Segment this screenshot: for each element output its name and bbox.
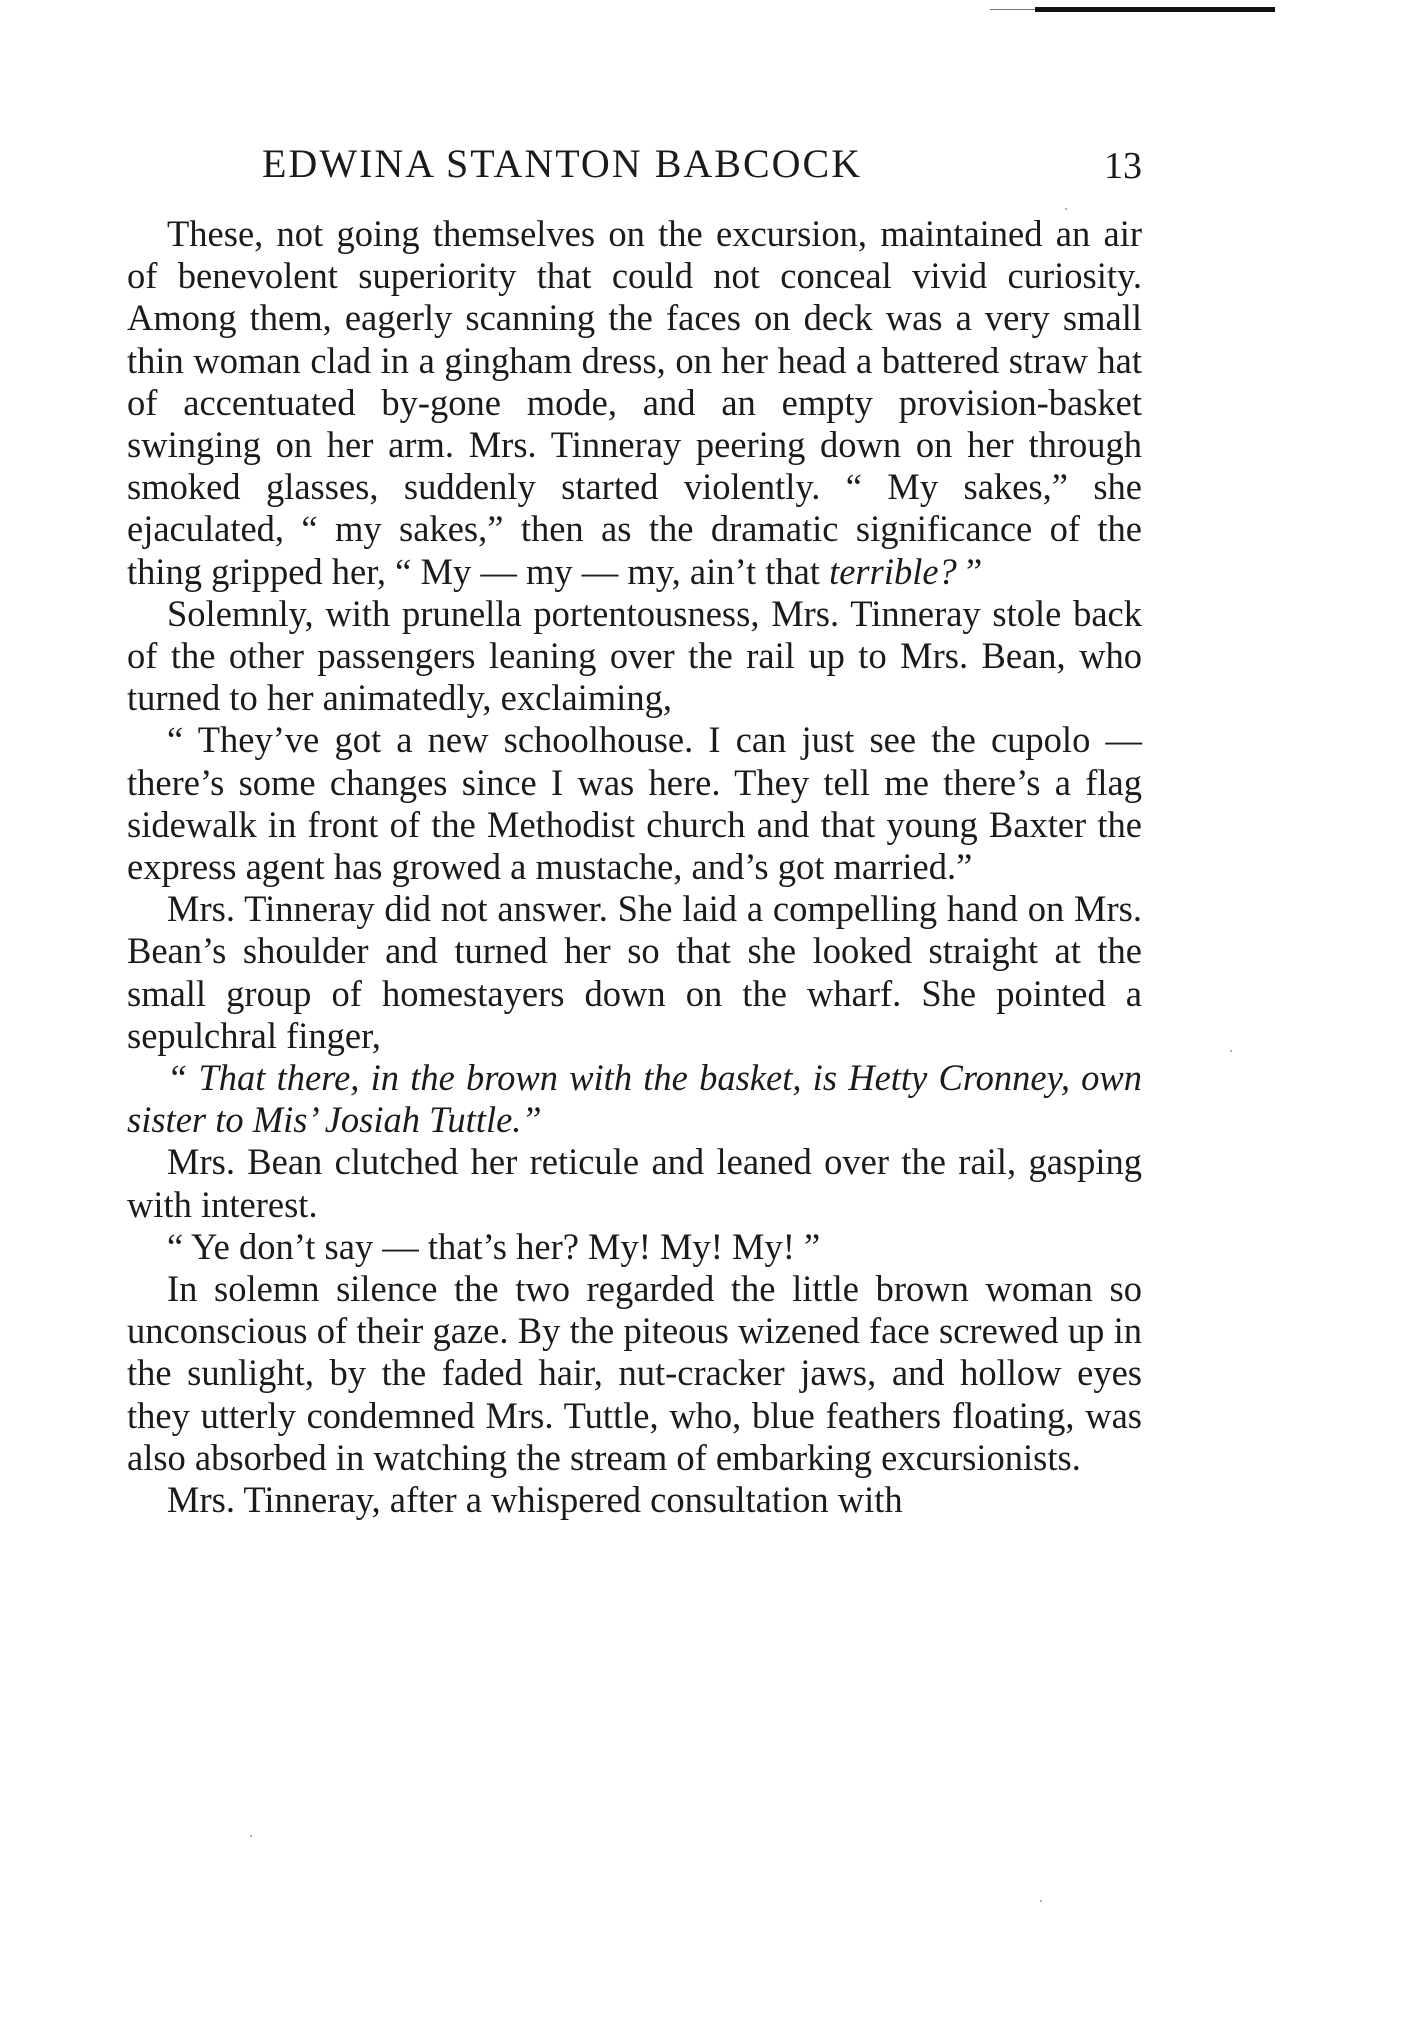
top-rule (1035, 7, 1275, 12)
page-header (262, 140, 1142, 190)
paper-speck (1230, 1050, 1232, 1052)
closing-quote: ” (956, 550, 983, 592)
paragraph: Mrs. Tinneray, after a whispered consultation with (167, 1479, 903, 1521)
paragraph: In solemn silence the two regarded the little brown woman so unconscious of their gaze. By the piteous wizened face screwed up in the sunlight, by the faded hair, nut-cracker jaws, and hollow eyes they utterly condemned Mrs. Tuttle, who, blue feathers floating, was also absorbed in watching the stream of embarking excursionists. (127, 1268, 1142, 1478)
running-head: EDWINA STANTON BABCOCK (262, 141, 863, 186)
paragraph-italic (127, 1057, 1142, 1141)
paragraph: Mrs. Tinneray did not answer. She laid a compelling hand on Mrs. Bean’s shoulder and turned her so that she looked straight at the small group of homestayers down on the wharf. She pointed a sepulchral finger, (127, 888, 1142, 1056)
body-text (127, 213, 1142, 1521)
paragraph (127, 213, 1142, 593)
paragraph: “ Ye don’t say — that’s her? My! My! My! ” (167, 1225, 821, 1267)
paper-speck (1065, 208, 1067, 210)
paragraph: Mrs. Bean clutched her reticule and leaned over the rail, gasping with interest. (127, 1141, 1142, 1225)
paper-speck (1040, 1900, 1042, 1902)
paragraph-text: These, not going themselves on the excursion, maintained an air of benevolent superiority that could not conceal vivid curiosity. Among them, eagerly scanning the faces on deck was a very small thin woman clad in a gingham dress, on her head a battered straw hat of accentuated by-gone mode, and an empty provision-basket swinging on her arm. Mrs. Tinneray peering down on her through smoked glasses, suddenly started violently. “ My sakes,” she ejaculated, “ my sakes,” then as the dramatic significance of the thing gripped her, “ My — my — my, ain’t that (127, 213, 1142, 592)
page-number: 13 (1104, 145, 1142, 187)
italic-quote: “ That there, in the brown with the basket, is Hetty Cronney, own sister to Mis’ Josiah Tuttle.” (127, 1057, 1142, 1141)
paragraph: Solemnly, with prunella portentousness, Mrs. Tinneray stole back of the other passengers leaning over the rail up to Mrs. Bean, who turned to her animatedly, exclaiming, (127, 592, 1142, 719)
paragraph: “ They’ve got a new schoolhouse. I can just see the cupolo — there’s some changes since I was here. They tell me there’s a flag sidewalk in front of the Methodist church and that young Baxter the express agent has growed a mustache, and’s got married.” (127, 719, 1142, 888)
paper-speck (250, 1835, 252, 1837)
italic-word: terrible? (829, 550, 957, 592)
